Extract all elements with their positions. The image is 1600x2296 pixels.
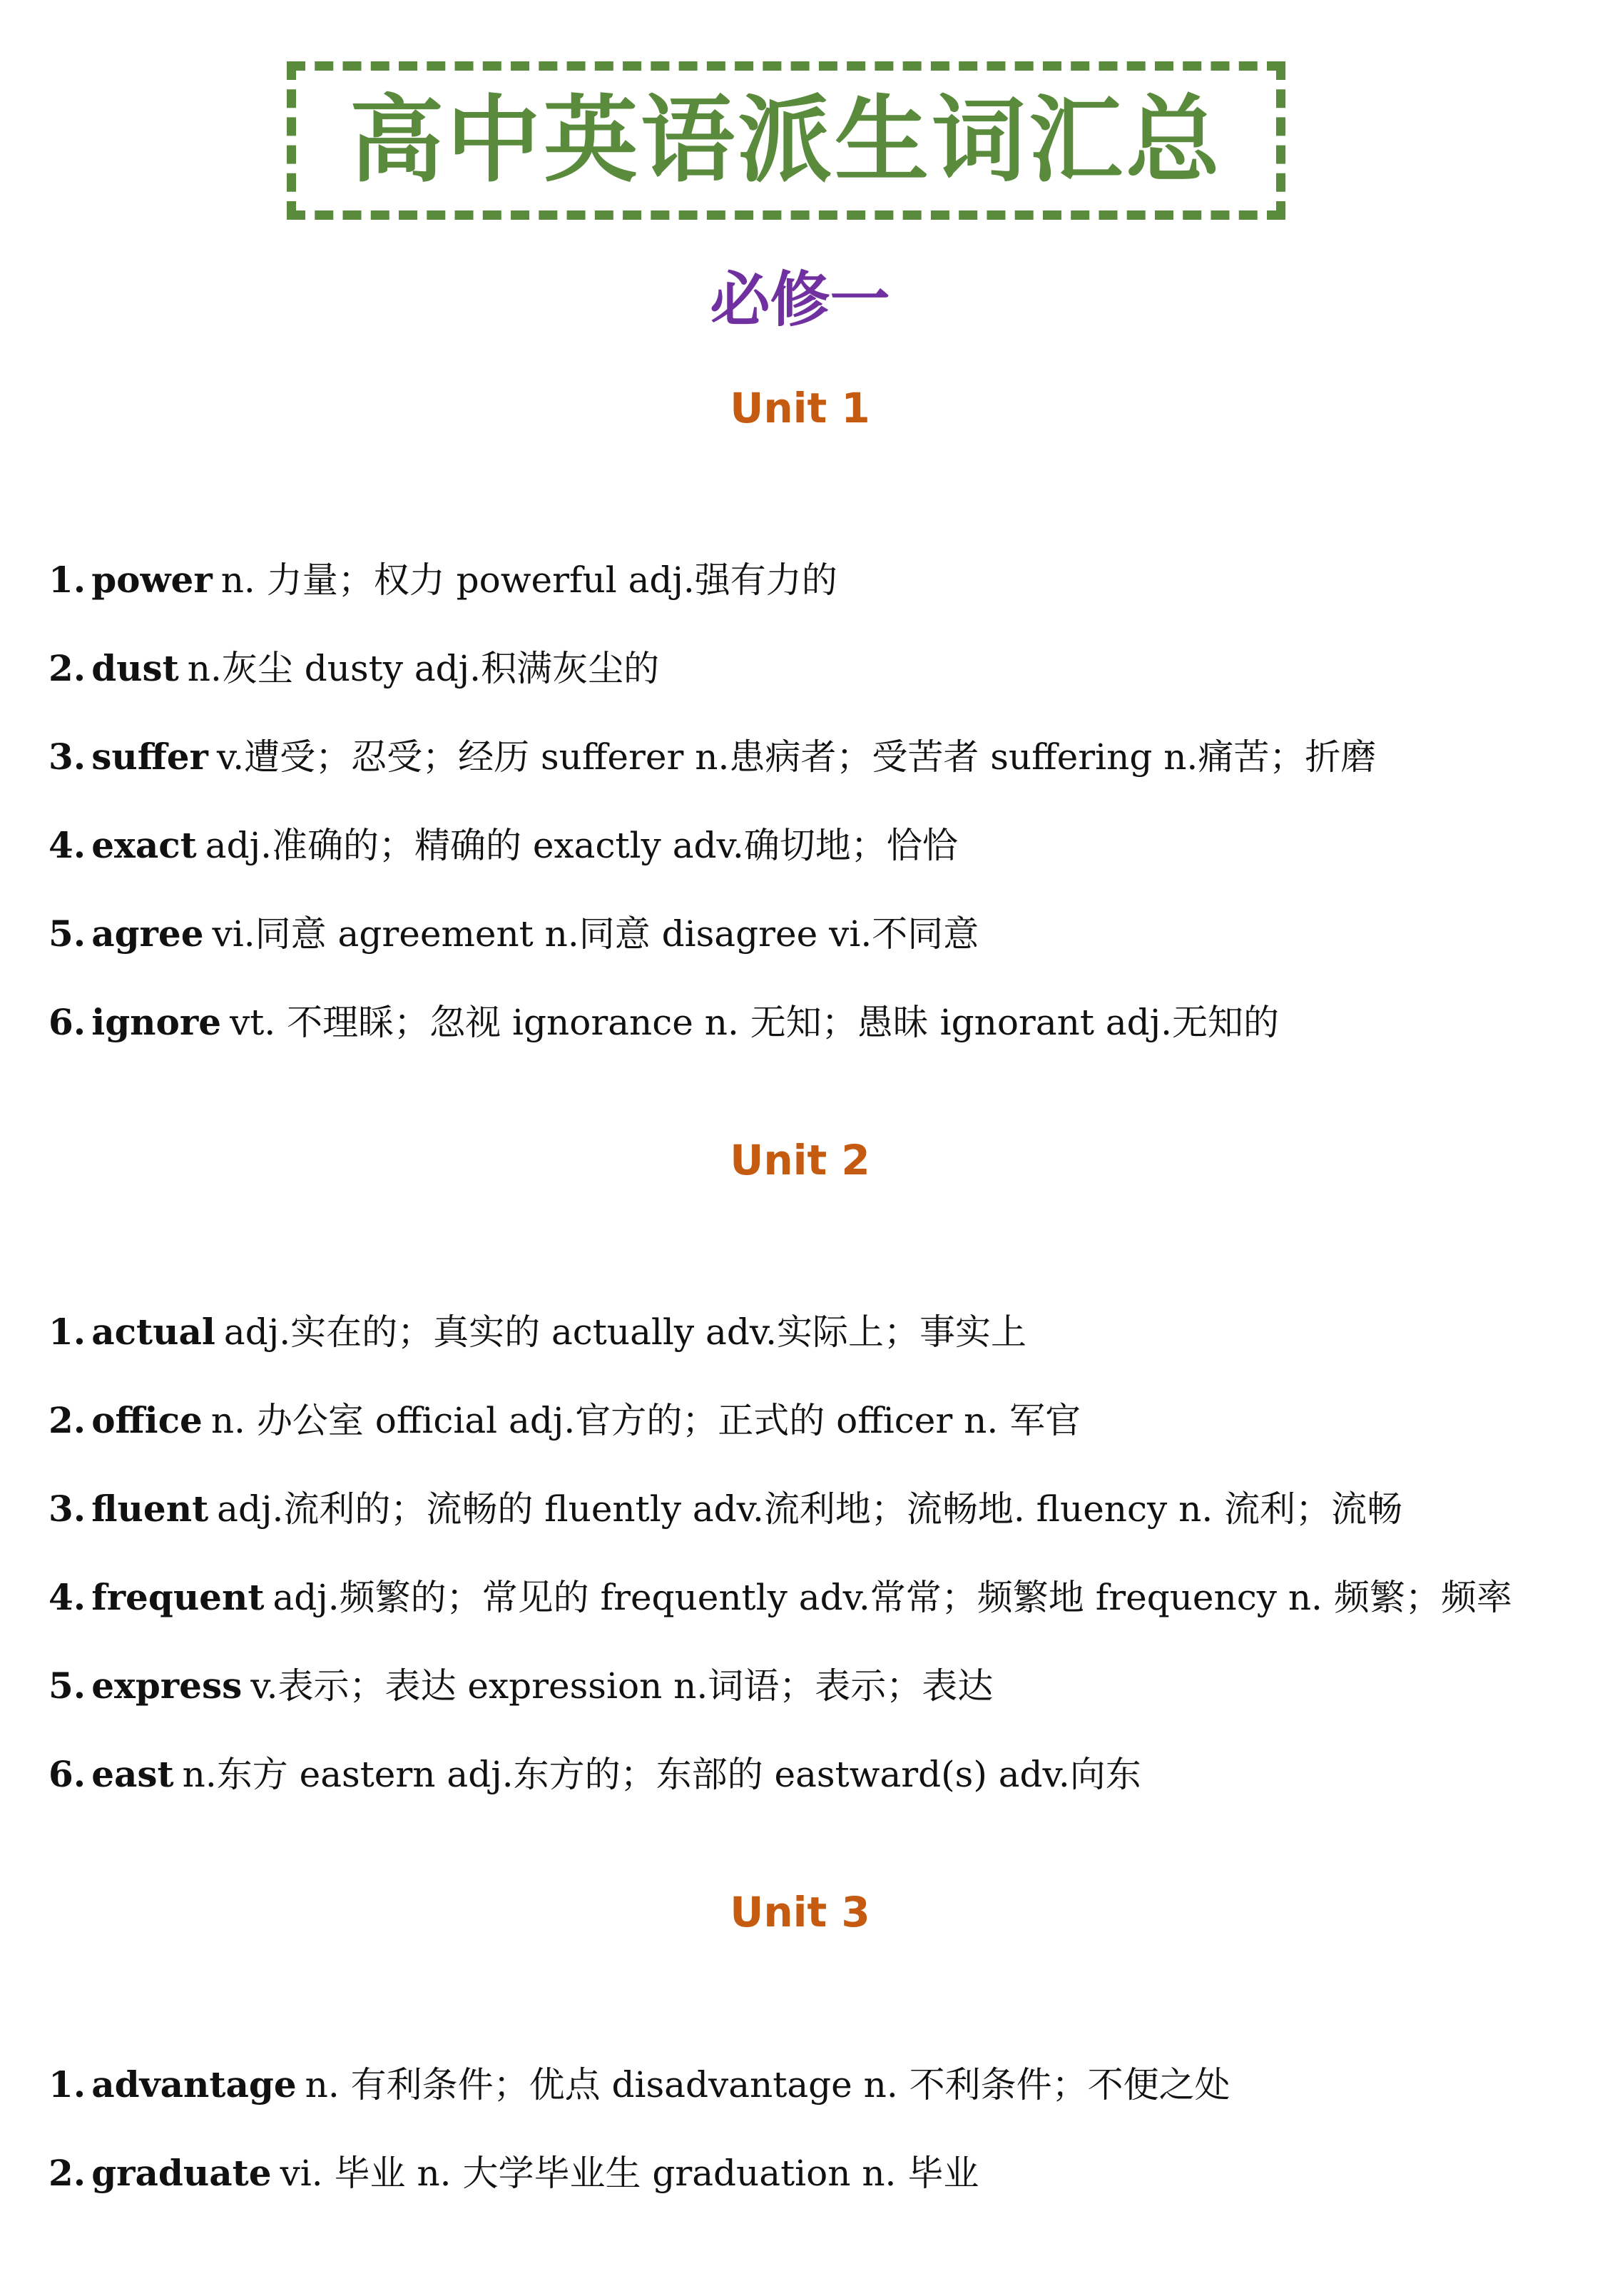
entry-headword: ignore bbox=[91, 1001, 222, 1043]
entry-definition: vi. 毕业 n. 大学毕业生 graduation n. 毕业 bbox=[280, 2153, 979, 2194]
entry-headword: power bbox=[91, 559, 213, 601]
entry-number: 1. bbox=[49, 2063, 86, 2105]
entry-headword: suffer bbox=[91, 736, 208, 778]
entry-number: 1. bbox=[49, 1311, 86, 1353]
entry-number: 3. bbox=[49, 736, 86, 778]
entry-number: 1. bbox=[49, 559, 86, 601]
vocab-entry bbox=[49, 736, 1377, 778]
entry-definition: n.灰尘 dusty adj.积满灰尘的 bbox=[187, 648, 660, 689]
entry-headword: office bbox=[91, 1399, 203, 1441]
unit-heading: Unit 2 bbox=[730, 1136, 870, 1184]
entry-definition: vt. 不理睬；忽视 ignorance n. 无知；愚昧 ignorant adj.无知的 bbox=[230, 1002, 1280, 1043]
entry-headword: graduate bbox=[91, 2152, 272, 2194]
entry-definition: n.东方 eastern adj.东方的；东部的 eastward(s) adv.向东 bbox=[182, 1754, 1141, 1795]
entry-definition: n. 力量；权力 powerful adj.强有力的 bbox=[220, 559, 837, 601]
vocab-entry bbox=[49, 559, 837, 601]
vocab-entry bbox=[49, 2152, 979, 2194]
vocab-entry bbox=[49, 1488, 1403, 1530]
vocab-entry bbox=[49, 1665, 994, 1707]
vocab-entry bbox=[49, 913, 979, 955]
entry-definition: n. 有利条件；优点 disadvantage n. 不利条件；不便之处 bbox=[305, 2064, 1230, 2105]
section-subtitle: 必修一 bbox=[710, 265, 890, 335]
entry-number: 4. bbox=[49, 1576, 86, 1618]
entry-headword: exact bbox=[91, 824, 197, 866]
entry-definition: n. 办公室 official adj.官方的；正式的 officer n. 军官 bbox=[210, 1400, 1081, 1441]
entry-definition: v.表示；表达 expression n.词语；表示；表达 bbox=[250, 1665, 994, 1707]
unit-heading: Unit 1 bbox=[730, 384, 870, 432]
vocab-entry bbox=[49, 2063, 1230, 2105]
entry-headword: express bbox=[91, 1665, 243, 1707]
unit-heading: Unit 3 bbox=[730, 1888, 870, 1936]
vocab-entry bbox=[49, 824, 958, 866]
entry-definition: v.遭受；忍受；经历 sufferer n.患病者；受苦者 suffering n.痛苦；折磨 bbox=[216, 736, 1377, 778]
entry-number: 6. bbox=[49, 1753, 86, 1795]
entry-headword: agree bbox=[91, 913, 204, 955]
entry-headword: actual bbox=[91, 1311, 215, 1353]
entry-number: 2. bbox=[49, 1399, 86, 1441]
vocab-entry bbox=[49, 1576, 1512, 1618]
entry-headword: dust bbox=[91, 647, 179, 689]
entry-definition: vi.同意 agreement n.同意 disagree vi.不同意 bbox=[212, 913, 979, 955]
entry-number: 5. bbox=[49, 1665, 86, 1707]
entry-headword: east bbox=[91, 1753, 174, 1795]
entry-number: 6. bbox=[49, 1001, 86, 1043]
entry-number: 4. bbox=[49, 824, 86, 866]
vocab-entry bbox=[49, 1399, 1081, 1441]
vocab-entry bbox=[49, 647, 660, 689]
entry-definition: adj.准确的；精确的 exactly adv.确切地；恰恰 bbox=[205, 825, 958, 866]
vocab-entry bbox=[49, 1753, 1141, 1795]
entry-definition: adj.频繁的；常见的 frequently adv.常常；频繁地 frequency n. 频繁；频率 bbox=[272, 1577, 1512, 1618]
entry-number: 3. bbox=[49, 1488, 86, 1530]
vocab-entry bbox=[49, 1001, 1280, 1043]
vocab-entry bbox=[49, 1311, 1027, 1353]
page-title: 高中英语派生词汇总 bbox=[350, 86, 1223, 195]
title-frame bbox=[287, 61, 1285, 220]
entry-headword: frequent bbox=[91, 1576, 265, 1618]
entry-number: 5. bbox=[49, 913, 86, 955]
entry-number: 2. bbox=[49, 647, 86, 689]
entry-headword: fluent bbox=[91, 1488, 209, 1530]
entry-definition: adj.实在的；真实的 actually adv.实际上；事实上 bbox=[223, 1311, 1027, 1353]
entry-headword: advantage bbox=[91, 2063, 297, 2105]
entry-definition: adj.流利的；流畅的 fluently adv.流利地；流畅地. fluency n. 流利；流畅 bbox=[217, 1488, 1403, 1530]
entry-number: 2. bbox=[49, 2152, 86, 2194]
